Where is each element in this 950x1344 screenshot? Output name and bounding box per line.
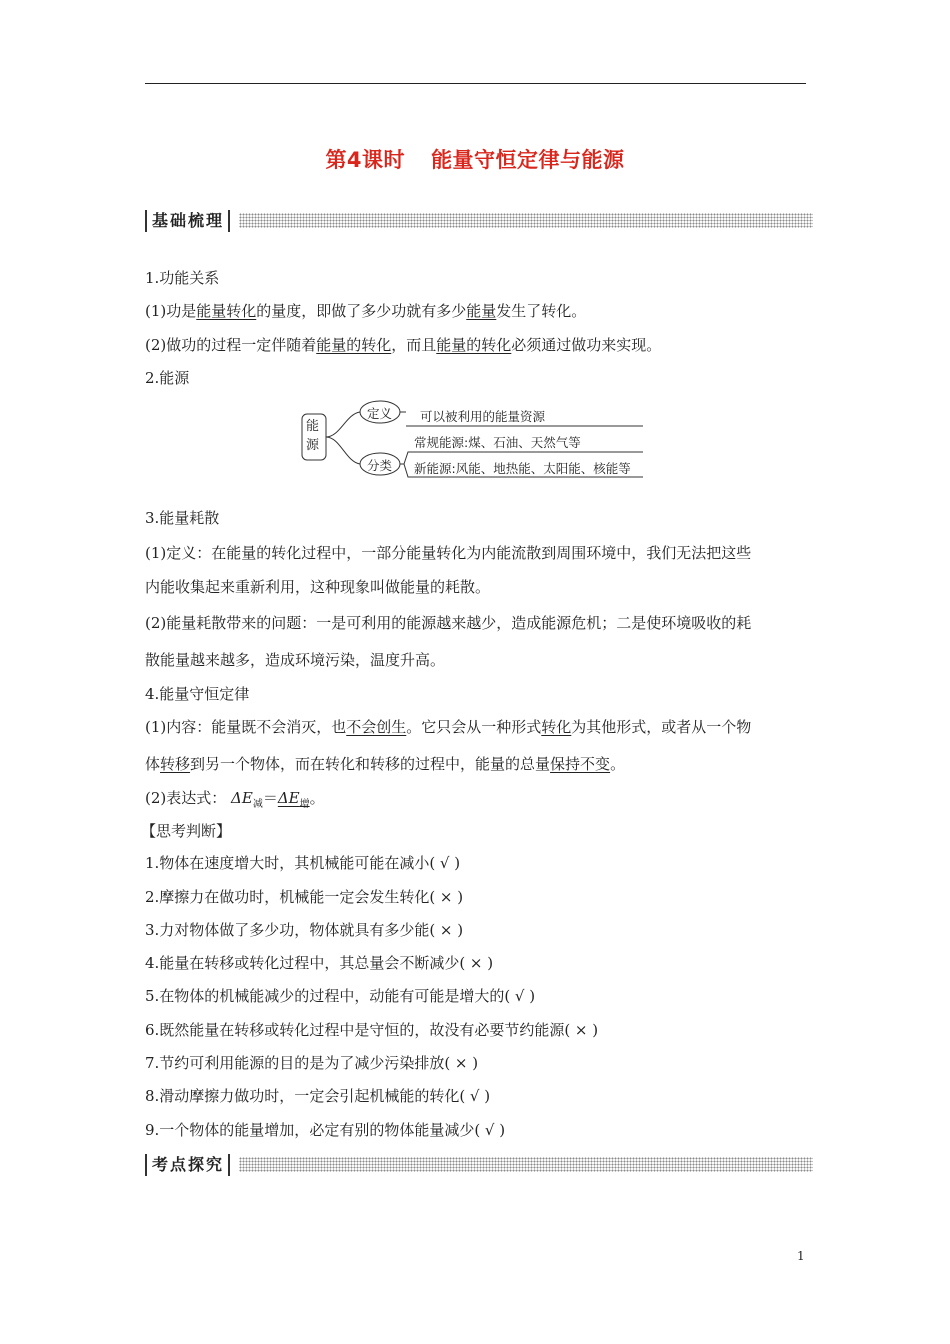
- page-title: [0, 144, 950, 174]
- lesson-topic: 能量守恒定律与能源: [431, 148, 625, 172]
- heading-energy-dissipation: 3.能量耗散: [145, 509, 220, 527]
- judgement-item: 5.在物体的机械能减少的过程中，动能有可能是增大的( √ ): [145, 987, 536, 1005]
- diagram-classification-label: 分类: [367, 458, 393, 473]
- diagram-definition-label: 定义: [367, 406, 393, 421]
- diagram-new-energy: 新能源:风能、地热能、太阳能、核能等: [414, 461, 631, 476]
- paragraph-work-process: (2)做功的过程一定伴随着能量的转化，而且能量的转化必须通过做功来实现。: [145, 336, 662, 354]
- paragraph-dissipation-def-1: (1)定义：在能量的转化过程中，一部分能量转化为内能流散到周围环境中，我们无法把这些: [145, 544, 752, 562]
- paragraph-law-content-1: (1)内容：能量既不会消灭，也不会创生。它只会从一种形式转化为其他形式，或者从一个物: [145, 718, 752, 736]
- section-dotted-band: [239, 213, 813, 228]
- diagram-definition-text: 可以被利用的能量资源: [420, 409, 546, 424]
- judgement-item: 3.力对物体做了多少功，物体就具有多少能( × ): [145, 921, 464, 939]
- judgement-item: 2.摩擦力在做功时，机械能一定会发生转化( × ): [145, 888, 464, 906]
- judgement-item: 1.物体在速度增大时，其机械能可能在减小( √ ): [145, 854, 461, 872]
- paragraph-work-measure: (1)功是能量转化的量度，即做了多少功就有多少能量发生了转化。: [145, 302, 587, 320]
- paragraph-dissipation-problem-2: 散能量越来越多，造成环境污染，温度升高。: [145, 651, 446, 669]
- heading-judgement: 【思考判断】: [141, 822, 232, 840]
- section-header-explore: [145, 1154, 813, 1176]
- page-number: 1: [797, 1249, 805, 1263]
- judgement-item: 4.能量在转移或转化过程中，其总量会不断减少( × ): [145, 954, 494, 972]
- paragraph-dissipation-problem-1: (2)能量耗散带来的问题：一是可利用的能源越来越少，造成能源危机；二是使环境吸收的耗: [145, 614, 752, 632]
- energy-source-diagram: [300, 396, 650, 482]
- section-header-basic: [145, 210, 813, 232]
- expression-rhs: ΔE: [277, 789, 300, 807]
- expression-lhs: ΔE: [231, 789, 253, 807]
- paragraph-law-expression: (2)表达式： $\Delta E_减=\Delta E_增$。: [145, 789, 325, 810]
- judgement-item: 9.一个物体的能量增加，必定有别的物体能量减少( √ ): [145, 1121, 506, 1139]
- lesson-number: 第4课时: [325, 148, 406, 172]
- section-dotted-band: [239, 1157, 813, 1172]
- header-rule: [145, 83, 806, 84]
- paragraph-law-content-2: 体转移到另一个物体，而在转化和转移的过程中，能量的总量保持不变。: [145, 755, 626, 773]
- heading-energy-sources: 2.能源: [145, 369, 190, 387]
- heading-work-energy: 1.功能关系: [145, 269, 220, 287]
- paragraph-dissipation-def-2: 内能收集起来重新利用，这种现象叫做能量的耗散。: [145, 578, 491, 596]
- heading-conservation-law: 4.能量守恒定律: [145, 685, 250, 703]
- diagram-root-label: 能源: [306, 419, 320, 453]
- judgement-item: 6.既然能量在转移或转化过程中是守恒的，故没有必要节约能源( × ): [145, 1021, 599, 1039]
- section-label-basic: 基础梳理: [145, 210, 230, 232]
- diagram-conventional-energy: 常规能源:煤、石油、天然气等: [414, 435, 581, 450]
- section-label-explore: 考点探究: [145, 1154, 230, 1176]
- judgement-item: 7.节约可利用能源的目的是为了减少污染排放( × ): [145, 1054, 479, 1072]
- judgement-item: 8.滑动摩擦力做功时，一定会引起机械能的转化( √ ): [145, 1087, 491, 1105]
